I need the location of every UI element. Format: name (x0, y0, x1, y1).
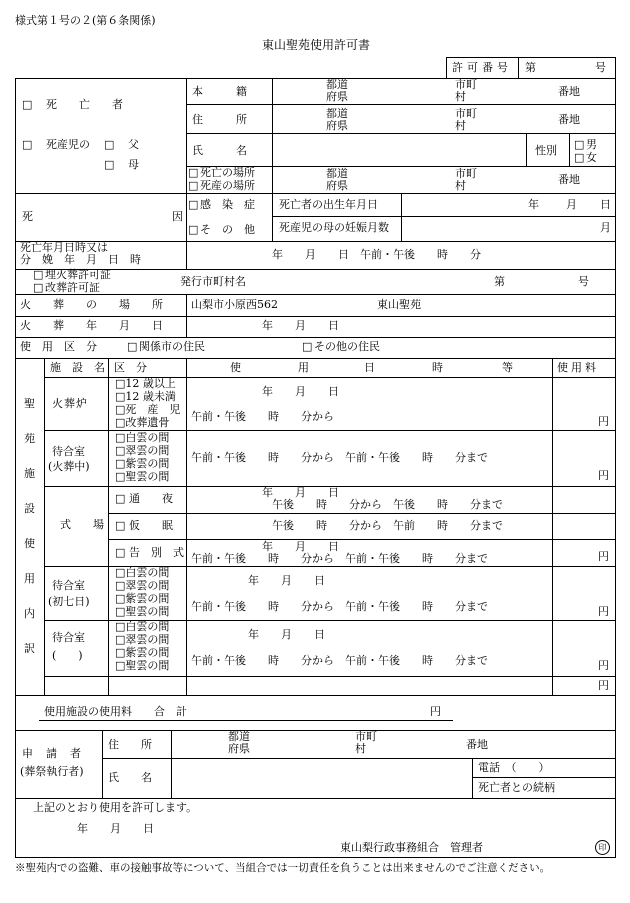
waiting3-time[interactable]: 午前・午後 時 分から 午前・午後 時 分まで (191, 654, 488, 667)
permit-dai-2: 第 (494, 275, 505, 288)
permit-number-label: 許可番号 (452, 61, 512, 74)
kaso-facility-name: 火葬炉 (52, 397, 88, 410)
extra-fee-yen: 円 (598, 679, 609, 692)
waiting2-date[interactable]: 年 月 日 (248, 574, 325, 587)
checkbox-birth-place[interactable]: □ (188, 179, 199, 192)
seal-stamp: 印 (595, 840, 610, 855)
kaso-date[interactable]: 年 月 日 (262, 385, 339, 398)
kaso-fee-yen: 円 (598, 415, 609, 428)
checkbox-karine[interactable]: □ (115, 519, 126, 532)
checkbox-tsuya[interactable]: □ (115, 492, 126, 505)
birth-date-label: 死亡者の出生年月日 (279, 198, 378, 211)
waiting3-date[interactable]: 年 月 日 (248, 628, 325, 641)
checkbox-other-cause[interactable]: □ (188, 223, 199, 236)
cremation-date-label: 火 葬 年 月 日 (20, 319, 163, 332)
karine-time[interactable]: 午後 時 分から 午前 時 分まで (272, 519, 503, 532)
honseki-label: 本 籍 (192, 85, 247, 98)
birth-time-label: 分 娩 年 月 日 時 (20, 253, 141, 266)
waiting3-name: 待合室 (52, 631, 85, 644)
checkbox-father[interactable]: □ (104, 138, 115, 151)
cremation-place-label: 火 葬 の 場 所 (20, 298, 163, 311)
fee-header: 使用料 (557, 361, 599, 374)
pregnancy-label: 死産児の母の妊娠月数 (279, 221, 389, 234)
facility-name-header: 施 設 名 (50, 361, 105, 374)
applicant-label: 申 請 者 (22, 747, 82, 760)
applicant-sub: (葬祭執行者) (20, 765, 84, 778)
infection-label: 感 染 症 (200, 198, 255, 211)
cremation-date-field[interactable]: 年 月 日 (262, 319, 339, 332)
waiting3-fee-yen: 円 (598, 659, 609, 672)
checkbox-member-resident[interactable]: □ (127, 340, 138, 353)
reburial-permit-label: 改葬許可証 (45, 281, 100, 294)
cause-label-a: 死 (22, 210, 33, 223)
waiting1-time[interactable]: 午前・午後 時 分から 午前・午後 時 分まで (191, 451, 488, 464)
checkbox-burial-permit[interactable]: □ (33, 268, 44, 281)
permission-statement: 上記のとおり使用を許可します。 (33, 801, 198, 814)
shimei-label: 氏 名 (192, 144, 247, 157)
cremation-address: 山梨市小原西562 (191, 298, 278, 311)
stillbirth-label: 死産児の (46, 138, 90, 151)
issuer-city-label: 発行市町村名 (180, 275, 246, 288)
issuer-name: 東山梨行政事務組合 管理者 (340, 841, 483, 854)
death-time-label: 死亡年月日時又は (20, 241, 108, 254)
checkbox-infection[interactable]: □ (188, 198, 199, 211)
other-cause-label: そ の 他 (200, 223, 255, 236)
kokubetsu-time[interactable]: 午前・午後 時 分から 午前・午後 時 分まで (191, 552, 488, 565)
waiting2-sub: (初七日) (48, 595, 90, 608)
tsuya-date[interactable]: 年 月 日 (262, 486, 339, 499)
male-label: 男 (586, 138, 597, 151)
checkbox-reburial-permit[interactable]: □ (33, 281, 44, 294)
kokubetsu-date[interactable]: 年 月 日 (262, 540, 339, 553)
cause-label-b: 因 (172, 210, 183, 223)
page-title: 東山聖苑使用許可書 (262, 38, 371, 52)
jusho-label: 住 所 (192, 113, 247, 126)
class-header: 区 分 (114, 361, 147, 374)
burial-permit-label: 埋火葬許可証 (45, 268, 111, 281)
cremation-facility-name: 東山聖苑 (377, 298, 421, 311)
birth-place-label: 死産の場所 (200, 179, 255, 192)
total-label: 使用施設の使用料 合 計 (44, 705, 187, 718)
father-label: 父 (128, 138, 139, 151)
checkbox-mother[interactable]: □ (104, 158, 115, 171)
other-resident-label: その他の住民 (314, 340, 380, 353)
waiting1-sub: (火葬中) (48, 460, 90, 473)
checkbox-female[interactable]: □ (574, 151, 585, 164)
karine-label: 仮 眠 (129, 519, 173, 532)
disclaimer-note: ※聖苑内での盗難、車の接触事故等について、当組合では一切責任を負うことは出来ませんのでご注意ください。 (15, 862, 551, 874)
death-place-label: 死亡の場所 (200, 166, 255, 179)
checkbox-death-place[interactable]: □ (188, 166, 199, 179)
total-yen: 円 (430, 705, 441, 718)
female-label: 女 (586, 151, 597, 164)
permit-go: 号 (595, 61, 606, 74)
mother-label: 母 (128, 158, 139, 171)
member-resident-label: 関係市の住民 (139, 340, 205, 353)
checkbox-male[interactable]: □ (574, 138, 585, 151)
waiting1-fee-yen: 円 (598, 469, 609, 482)
waiting2-time[interactable]: 午前・午後 時 分から 午前・午後 時 分まで (191, 600, 488, 613)
applicant-shimei-label: 氏 名 (108, 771, 152, 784)
death-time-field[interactable]: 年 月 日 午前・午後 時 分 (272, 248, 481, 261)
checkbox-stillbirth[interactable]: □ (22, 138, 33, 151)
sex-label: 性別 (535, 144, 557, 157)
checkbox-other-resident[interactable]: □ (302, 340, 313, 353)
kaso-time[interactable]: 午前・午後 時 分から (191, 410, 334, 423)
permit-dai: 第 (525, 61, 536, 74)
relation-label[interactable]: 死亡者との続柄 (478, 781, 555, 794)
checkbox-kokubetsu[interactable]: □ (115, 546, 126, 559)
tel-label[interactable]: 電話 （ ） (478, 761, 550, 774)
pregnancy-month-field[interactable]: 月 (600, 221, 611, 234)
permission-date: 年 月 日 (77, 822, 154, 835)
waiting2-fee-yen: 円 (598, 605, 609, 618)
kokubetsu-label: 告 別 式 (129, 546, 184, 559)
form-number: 様式第１号の２(第６条関係) (15, 14, 156, 27)
usage-class-label: 使 用 区 分 (20, 340, 97, 353)
waiting3-sub: ( ) (52, 649, 83, 662)
checkbox-dead[interactable]: □ (22, 98, 33, 111)
hall-fee-yen: 円 (598, 550, 609, 563)
waiting2-name: 待合室 (52, 579, 85, 592)
permit-go-2: 号 (578, 275, 589, 288)
applicant-jusho-label: 住 所 (108, 738, 152, 751)
waiting1-name: 待合室 (52, 445, 85, 458)
hall-name: 式 場 (60, 518, 104, 531)
dead-label: 死 亡 者 (46, 98, 123, 111)
tsuya-label: 通 夜 (129, 492, 173, 505)
tsuya-time[interactable]: 午後 時 分から 午後 時 分まで (272, 498, 503, 511)
